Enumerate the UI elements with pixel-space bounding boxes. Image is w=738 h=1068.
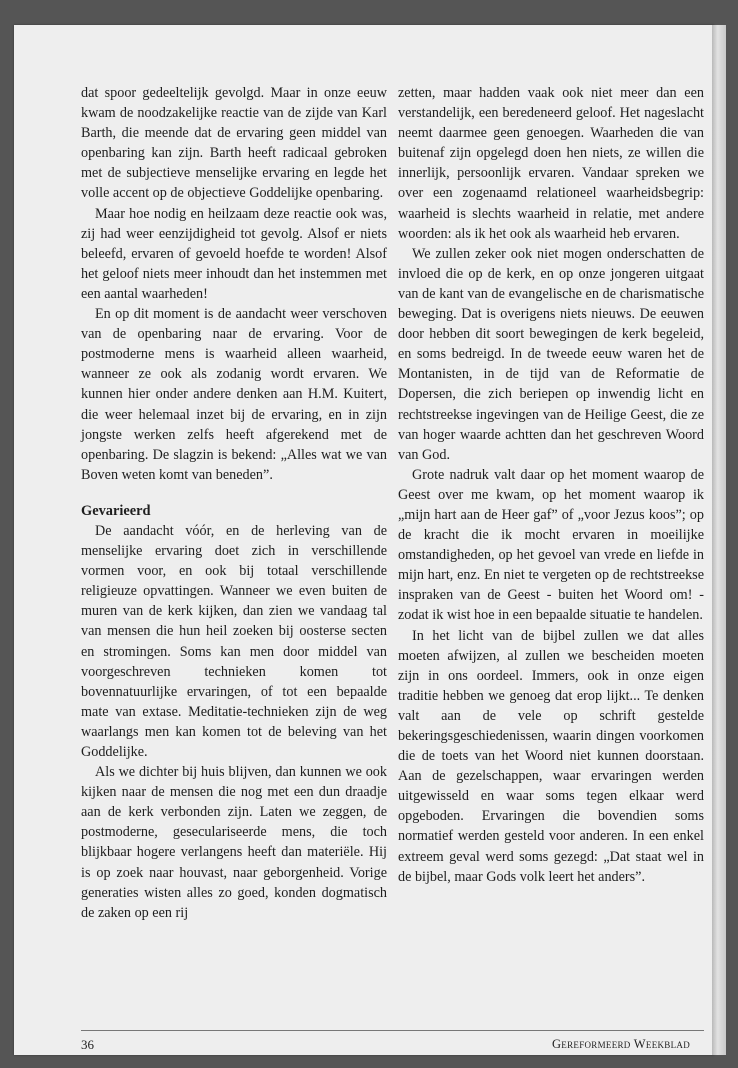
magazine-title: Gereformeerd Weekblad [551,1037,690,1051]
paragraph: Grote nadruk valt daar op het moment waarop de Geest over me kwam, op het moment waarop ik „mijn hart aan de Heer gaf” of „voor Jezus koos”; op de kracht die ik mocht ervaren in moeilijke omstandigheden, op het gevoel van vrede en liefde in mijn hart, enz. En niet te vergeten op de rechtstreekse inspraken van de Geest - buiten het Woord om! - zodat ik wist hoe in een bepaalde situatie te handelen. [398,466,704,624]
page-number: 36 [81,1037,94,1052]
footer-divider [81,1030,704,1031]
paragraph: In het licht van de bijbel zullen we dat alles moeten afwijzen, al zullen we bescheiden moeten zijn in ons oordeel. Immers, ook in onze eigen traditie hebben we genoeg dat erop lijkt... Te denken valt aan de vele op schrift gestelde bekeringsgeschiedenissen, waarin dingen voorkomen die de toets van het Woord niet kunnen doorstaan. Aan de gezelschappen, waar ervaringen werden uitgewisseld en waar soms tegen elkaar werd opgeboden. Ervaringen die bovendien soms normatief werden gesteld voor anderen. In een enkel extreem geval werd soms gezegd: „Dat staat wel in de bijbel, maar Gods volk leert het anders”. [398,627,704,885]
section-heading: Gevarieerd [81,502,151,519]
page-binding-edge [712,25,726,1055]
magazine-page [14,25,714,1055]
paragraph: zetten, maar hadden vaak ook niet meer dan een verstandelijk, een beredeneerd geloof. Het nageslacht neemt daarmee geen genoegen. Waarheden die van buitenaf zijn opgelegd doen hen niets, ze willen die innerlijk, persoonlijk ervaren. Vandaar spreken we over een zogenaamd relationeel waarheidsbegrip: waarheid is slechts waarheid in relatie, met andere woorden: als ik het ook als waarheid heb ervaren. [398,85,704,242]
paragraph: Als we dichter bij huis blijven, dan kunnen we ook kijken naar de mensen die nog met een dun draadje aan de kerk verbonden zijn. Laten we zeggen, de postmoderne, geseculariseerde mens, die toch blijkbaar hogere verlangens heeft dan materiële. Hij is op zoek naar houvast, naar geborgenheid. Vorige generaties wisten alles zo goed, konden dogmatisch de zaken op een rij [81,764,387,921]
paragraph: De aandacht vóór, en de herleving van de menselijke ervaring doet zich in verschillende vormen voor, en ook bij totaal verschillende religieuze opvattingen. Wanneer we even buiten de muren van de kerk kijken, dan zien we vandaag tal van mensen die hun heil zoeken bij oosterse secten en stromingen. Soms kan men door middel van voorgeschreven technieken komen tot bovennatuurlijke ervaringen, of tot een bepaalde mate van extase. Meditatie-technieken zijn de weg waarlangs men kan komen tot de beleving van het Goddelijke. [81,522,387,760]
right-column [398,83,704,887]
paragraph: Maar hoe nodig en heilzaam deze reactie ook was, zij had weer eenzijdigheid tot gevolg. Alsof er niets beleefd, ervaren of gevoeld hoefde te worden! Alsof het geloof niets meer inhoudt dan het instemmen met een aantal waarheden! [81,205,387,302]
left-column [81,83,387,923]
paragraph: En op dit moment is de aandacht weer verschoven van de openbaring naar de ervaring. Voor de postmoderne mens is waarheid alleen waarheid, wanneer ze ook als zodanig wordt ervaren. We kunnen hier onder andere denken aan H.M. Kuitert, die weer helemaal inzet bij de ervaring, en in zijn jongste werken zelfs heeft afgerekend met de openbaring. De slagzin is bekend: „Alles wat we van Boven weten komt van beneden”. [81,306,387,483]
paragraph: We zullen zeker ook niet mogen onderschatten de invloed die op de kerk, en op onze jongeren uitgaat van de kant van de evangelische en de charismatische beweging. Dat is overigens niets nieuws. De eeuwen door hebben dit soort bewegingen de kerk begeleid, en soms bedreigd. In de tweede eeuw waren het de Montanisten, in de tijd van de Reformatie de Dopersen, die zich beriepen op inwendig licht en rechtstreekse ingevingen van de Heilige Geest, die ze van hoger waarde achtten dan het geschreven Woord van God. [398,245,704,463]
paragraph: dat spoor gedeeltelijk gevolgd. Maar in onze eeuw kwam de noodzakelijke reactie van de zijde van Karl Barth, die meende dat de ervaring geen middel van openbaring kan zijn. Barth heeft radicaal gebroken met de subjectieve menselijke ervaring en legde het volle accent op de objectieve Goddelijke openbaring. [81,85,387,202]
